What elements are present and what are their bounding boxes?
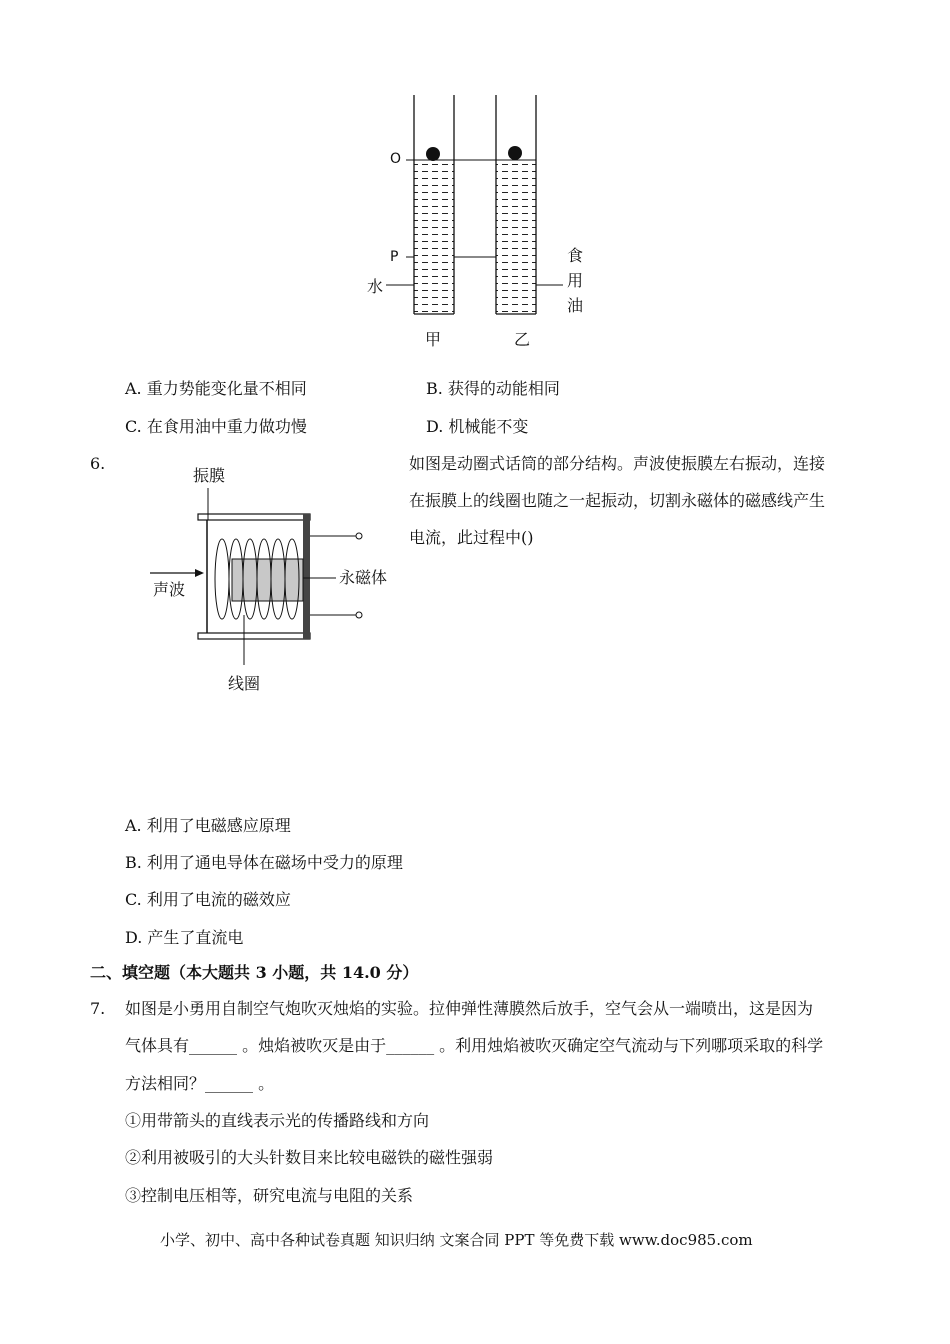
label-diaphragm: 振膜 — [193, 466, 226, 485]
q5-option-b: B. 获得的动能相同 — [426, 379, 560, 398]
q6-option-c: C. 利用了电流的磁效应 — [125, 890, 291, 909]
q7-line1: 如图是小勇用自制空气炮吹灭烛焰的实验。拉伸弹性薄膜然后放手，空气会从一端喷出，这是因为 — [125, 999, 814, 1018]
q6-option-b: B. 利用了通电导体在磁场中受力的原理 — [125, 853, 403, 872]
label-jia: 甲 — [425, 330, 442, 349]
label-coil: 线圈 — [228, 674, 261, 693]
housing-bottom — [198, 633, 310, 639]
q5-option-a: A. 重力势能变化量不相同 — [125, 379, 307, 398]
label-oil-3: 油 — [567, 296, 584, 315]
terminal-bottom — [356, 612, 362, 618]
q7-number: 7. — [90, 999, 106, 1018]
q6-text-line2: 在振膜上的线圈也随之一起振动，切割永磁体的磁感线产生 — [409, 491, 826, 510]
q6-option-d: D. 产生了直流电 — [125, 928, 244, 947]
q7-item3: ③控制电压相等，研究电流与电阻的关系 — [125, 1186, 414, 1205]
q7-item1: ①用带箭头的直线表示光的传播路线和方向 — [125, 1111, 430, 1130]
q7-item2: ②利用被吸引的大头针数目来比较电磁铁的磁性强弱 — [125, 1148, 494, 1167]
label-sound: 声波 — [153, 580, 186, 599]
q7-line3: 方法相同？______ 。 — [125, 1074, 275, 1093]
label-oil-1: 食 — [567, 246, 584, 265]
q6-number: 6. — [90, 454, 106, 473]
section-heading: 二、填空题（本大题共 3 小题，共 14.0 分） — [90, 963, 419, 982]
q6-text-line3: 电流，此过程中() — [409, 528, 534, 547]
label-water: 水 — [367, 277, 384, 296]
label-yi: 乙 — [514, 330, 531, 349]
label-oil-2: 用 — [567, 271, 584, 290]
terminal-top — [356, 533, 362, 539]
housing-top — [198, 514, 310, 520]
q6-option-a: A. 利用了电磁感应原理 — [125, 816, 291, 835]
sound-arrow-head — [195, 569, 204, 577]
housing-right — [303, 514, 310, 639]
page-footer: 小学、初中、高中各种试卷真题 知识归纳 文案合同 PPT 等免费下载 www.doc985.com — [160, 1231, 753, 1249]
q5-option-c: C. 在食用油中重力做功慢 — [125, 417, 307, 436]
label-p: P — [390, 249, 399, 265]
q5-option-d: D. 机械能不变 — [426, 417, 529, 436]
q6-text-line1: 如图是动圈式话筒的部分结构。声波使振膜左右振动，连接 — [409, 454, 826, 473]
q7-line2: 气体具有______ 。烛焰被吹灭是由于______ 。利用烛焰被吹灭确定空气流动与下列哪项采取的科学 — [125, 1036, 824, 1055]
label-magnet: 永磁体 — [339, 568, 388, 587]
label-o: O — [390, 151, 402, 167]
